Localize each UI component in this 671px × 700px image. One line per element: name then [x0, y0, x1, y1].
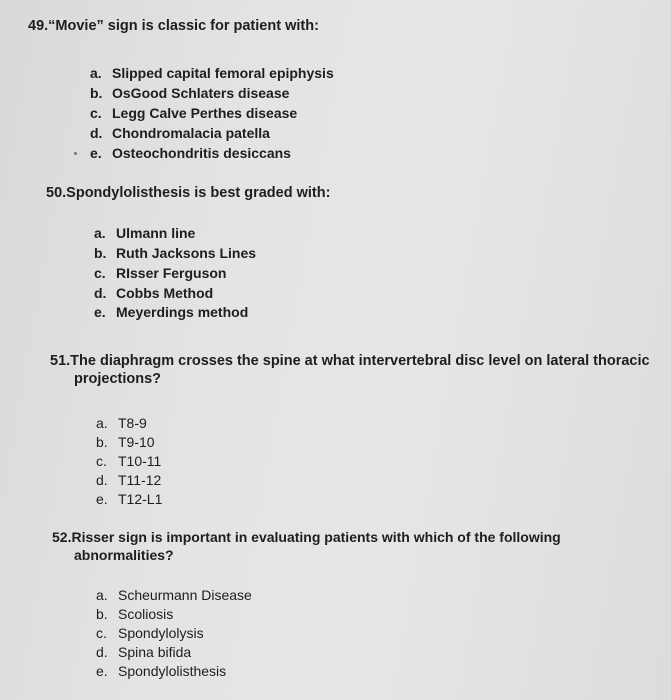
q52-option-c: c. Spondylolysis — [96, 625, 204, 641]
q52-option-d: d. Spina bifida — [96, 644, 192, 660]
q49-option-b: b. OsGood Schlaters disease — [90, 85, 290, 101]
q51-option-e: e. T12-L1 — [96, 491, 163, 507]
q50-option-e: e. Meyerdings method — [94, 304, 249, 320]
question-49-stem — [28, 17, 319, 35]
q51-option-a: a. T8-9 — [96, 415, 147, 431]
q50-option-a: a. Ulmann line — [94, 225, 196, 241]
question-number: 50. — [46, 185, 67, 201]
q52-option-e: e. Spondylolisthesis — [96, 663, 227, 679]
question-number: 49. — [28, 18, 49, 34]
q51-option-c: c. T10-11 — [96, 453, 162, 469]
question-number: 51. — [50, 353, 71, 369]
q49-option-e: e. Osteochondritis desiccans — [90, 145, 291, 161]
q49-option-a: a. Slipped capital femoral epiphysis — [90, 65, 334, 81]
bullet-mark — [74, 152, 77, 155]
question-52-stem — [52, 528, 652, 564]
question-text-continued: projections? — [74, 371, 162, 387]
q51-option-d: d. T11-12 — [96, 472, 162, 488]
question-number: 52. — [52, 529, 72, 545]
question-text: Risser sign is important in evaluating patients with which of the following — [71, 529, 561, 545]
question-text: The diaphragm crosses the spine at what intervertebral disc level on lateral thoracic — [70, 353, 650, 369]
q50-option-b: b. Ruth Jacksons Lines — [94, 245, 257, 261]
question-51-stem — [50, 352, 650, 388]
q49-option-c: c. Legg Calve Perthes disease — [90, 105, 298, 121]
q49-option-d: d. Chondromalacia patella — [90, 125, 270, 141]
q50-option-c: c. RIsser Ferguson — [94, 265, 227, 281]
q50-option-d: d. Cobbs Method — [94, 285, 214, 301]
question-text: Spondylolisthesis is best graded with: — [66, 185, 331, 201]
question-50-stem — [46, 184, 330, 202]
q52-option-b: b. Scoliosis — [96, 606, 174, 622]
question-text-continued: abnormalities? — [74, 547, 174, 563]
q51-option-b: b. T9-10 — [96, 434, 155, 450]
q52-option-a: a. Scheurmann Disease — [96, 587, 252, 603]
question-text: “Movie” sign is classic for patient with: — [48, 18, 319, 34]
